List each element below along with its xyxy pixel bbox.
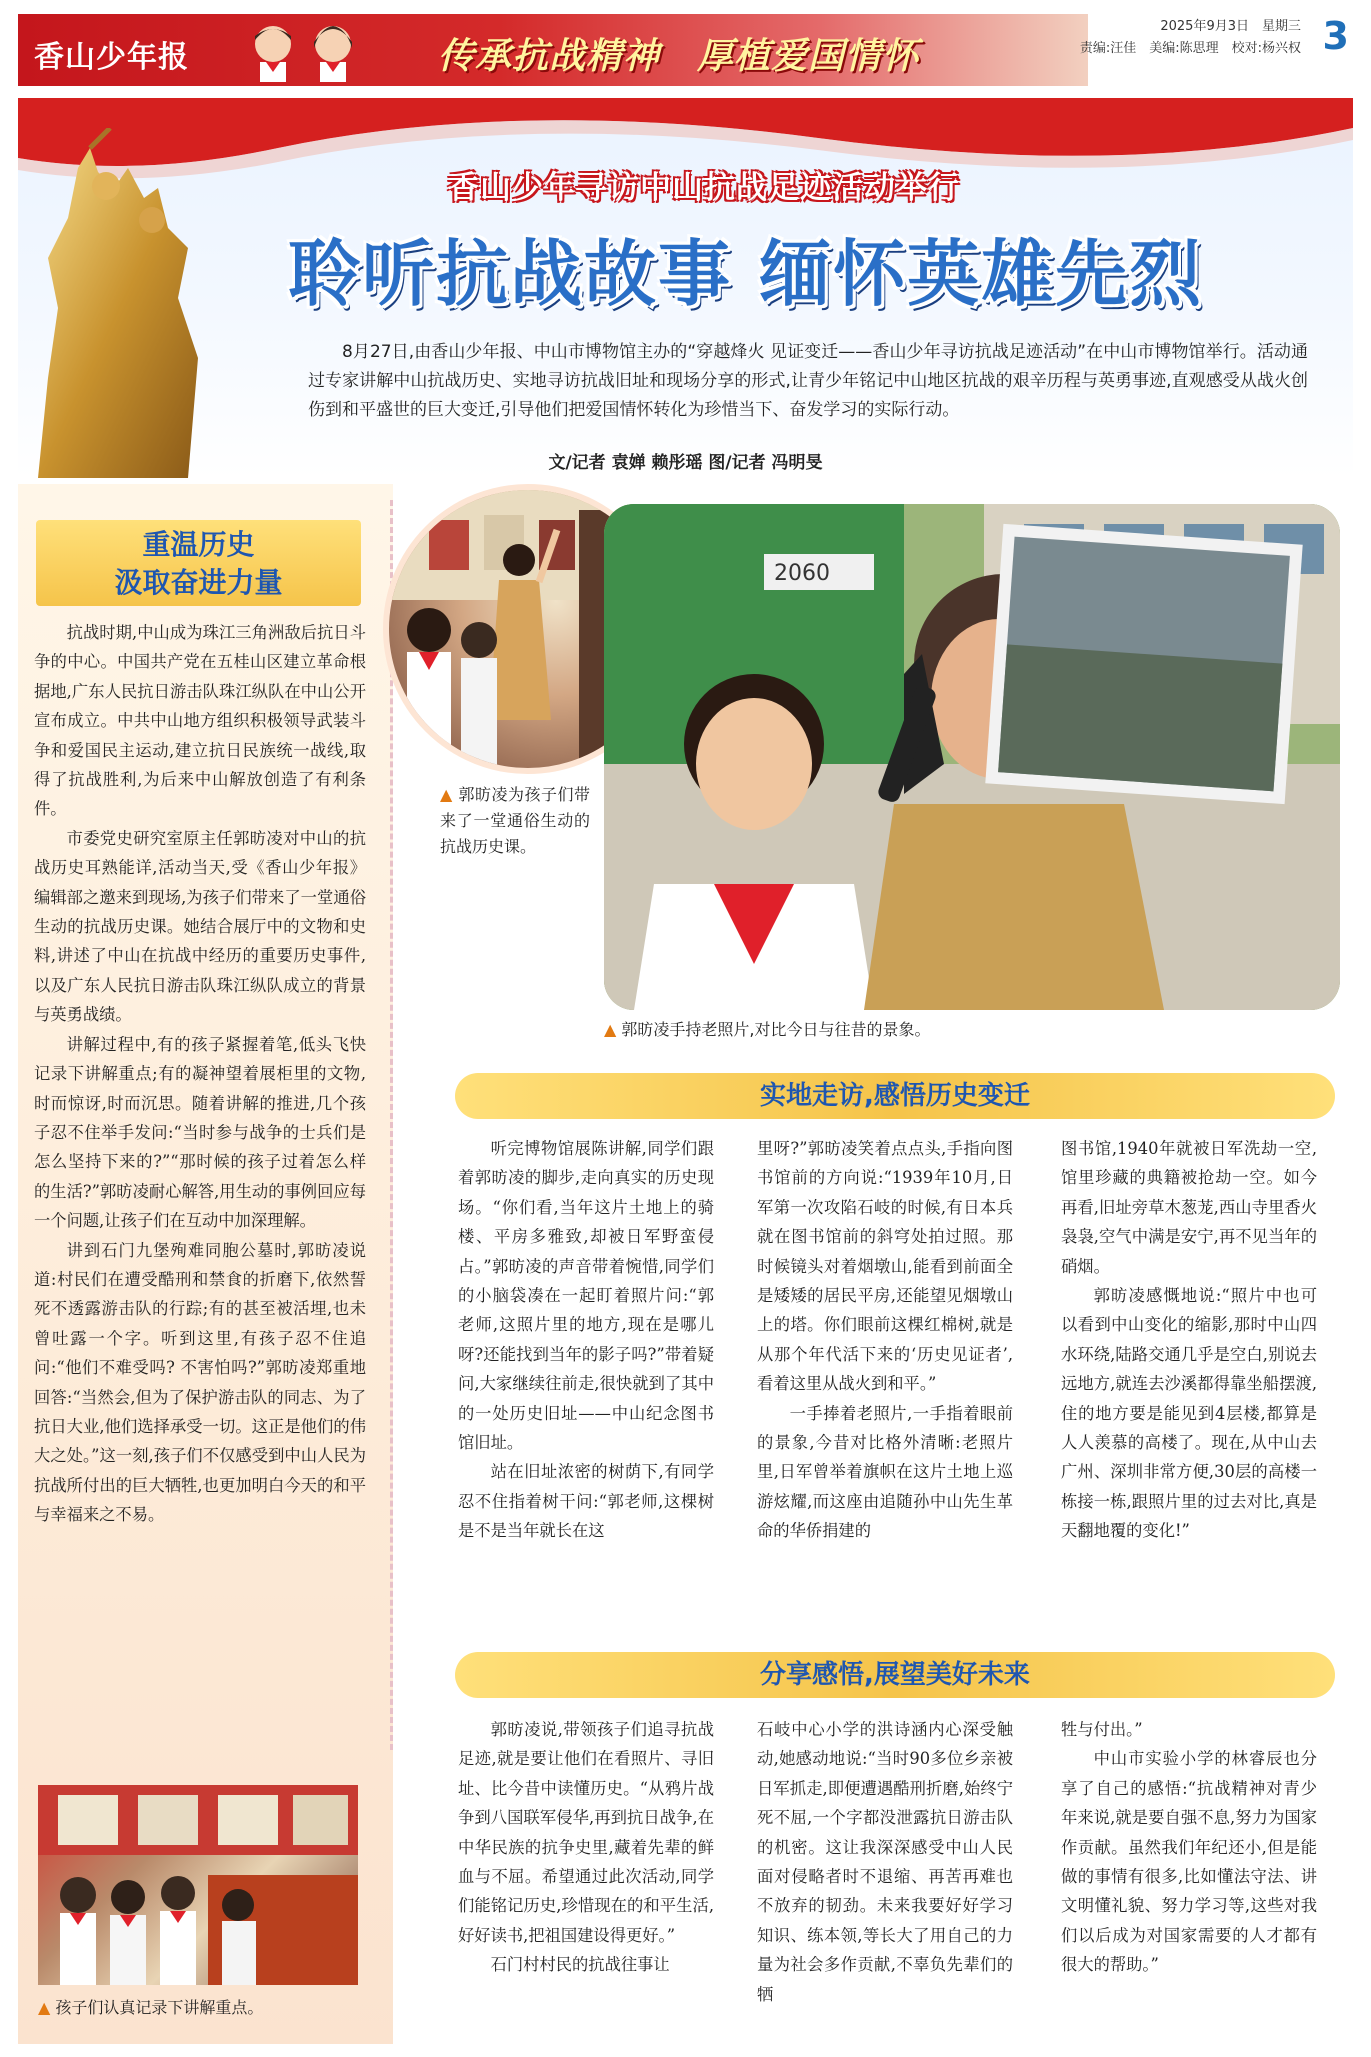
- banner-subtitle: 香山少年寻访中山抗战足迹活动举行: [448, 170, 960, 206]
- section1-title-line1: 重温历史: [142, 528, 255, 561]
- masthead-slogan: 传承抗战精神 厚植爱国情怀: [438, 35, 920, 77]
- bottom-photo-caption: [38, 1995, 368, 2018]
- section3-title: 分享感悟,展望美好未来: [455, 1652, 1335, 1698]
- paragraph: 中山市实验小学的林睿辰也分享了自己的感悟:“抗战精神对青少年来说,就是要自强不息,努力为国家作贡献。虽然我们年纪还小,但是能做的事情有很多,比如懂法守法、讲文明懂礼貌、努力学习等,这些对我们以后成为对国家需要的人才都有很大的帮助。”: [1061, 1749, 1317, 1975]
- paragraph: 讲到石门九堡殉难同胞公墓时,郭昉凌说道:村民们在遭受酷刑和禁食的折磨下,依然誓死不透露游击队的行踪;有的甚至被活埋,也未曾吐露一个字。听到这里,有孩子忍不住追问:“他们不难受吗? 不害怕吗?”郭昉凌郑重地回答:“当然会,但为了保护游击队的同志、为了抗日大业,他们选择承受一切。这正是他们的伟大之处。”这一刻,孩子们不仅感受到中山人民为抗战所付出的巨大牺牲,也更加明白今天的和平与幸福来之不易。: [34, 1240, 366, 1525]
- paragraph: 牲与付出。”: [1061, 1720, 1143, 1739]
- paragraph: 听完博物馆展陈讲解,同学们跟着郭昉凌的脚步,走向真实的历史现场。“你们看,当年这片土地上的骑楼、平房多雅致,却被日军野蛮侵占。”郭昉凌的声音带着惋惜,同学们的小脑袋凑在一起盯着照片问:“郭老师,这照片里的地方,现在是哪儿呀?还能找到当年的影子吗?”带着疑问,大家继续往前走,很快就到了其中的一处历史旧址——中山纪念图书馆旧址。: [458, 1139, 714, 1453]
- paragraph: 石门村村民的抗战往事让: [490, 1955, 670, 1975]
- monument-statue-icon: [18, 128, 238, 478]
- paragraph: 站在旧址浓密的树荫下,有同学忍不住指着树干问:“郭老师,这棵树是不是当年就长在这: [458, 1462, 714, 1541]
- editor-credits: 责编:汪佳 美编:陈思理 校对:杨兴权: [1079, 41, 1301, 56]
- bottom-caption-text: 孩子们认真记录下讲解重点。: [55, 1998, 264, 2017]
- headline-banner: [18, 98, 1353, 478]
- paragraph: 抗战时期,中山成为珠江三角洲敌后抗日斗争的中心。中国共产党在五桂山区建立革命根据地,广东人民抗日游击队珠江纵队在中山公开宣布成立。中共中山地方组织积极领导武装斗争和爱国民主运动,建立抗日民族统一战线,取得了抗战胜利,为后来中山解放创造了有利条件。: [34, 623, 366, 819]
- caption-triangle-icon: ▲: [604, 1020, 617, 1039]
- column-divider: [378, 500, 393, 1750]
- students-notes-photo: [38, 1785, 358, 1985]
- section1-title-line2: 汲取奋进力量: [114, 566, 283, 599]
- section2-title: 实地走访,感悟历史变迁: [455, 1073, 1335, 1119]
- main-photo-caption: [604, 1017, 1340, 1040]
- students-photo-illustration: [38, 1785, 358, 1985]
- paragraph: 市委党史研究室原主任郭昉凌对中山的抗战历史耳熟能详,活动当天,受《香山少年报》编辑部之邀来到现场,为孩子们带来了一堂通俗生动的抗战历史课。她结合展厅中的文物和史料,讲述了中山在抗战中经历的重要历史事件,以及广东人民抗日游击队珠江纵队成立的背景与英勇战绩。: [34, 828, 366, 1025]
- issue-date: 2025年9月3日 星期三: [1160, 19, 1301, 34]
- caption-triangle-icon: ▲: [38, 1998, 51, 2017]
- lead-paragraph: 8月27日,由香山少年报、中山市博物馆主办的“穿越烽火 见证变迁——香山少年寻访抗战足迹活动”在中山市博物馆举行。活动通过专家讲解中山抗战历史、实地寻访抗战旧址和现场分享的形式,让青少年铭记中山地区抗战的艰辛历程与英勇事迹,直观感受从战火创伤到和平盛世的巨大变迁,引导他们把爱国情怀转化为珍惜当下、奋发学习的实际行动。: [308, 342, 1308, 420]
- paragraph: 郭昉凌说,带领孩子们追寻抗战足迹,就是要让他们在看照片、寻旧址、比今昔中读懂历史。“从鸦片战争到八国联军侵华,再到抗日战争,在中华民族的抗争史里,藏着先辈的鲜血与不屈。希望通过此次活动,同学们能铭记历史,珍惜现在的和平生活,好好读书,把祖国建设得更好。”: [458, 1720, 714, 1945]
- circle-caption-text: 郭昉凌为孩子们带来了一堂通俗生动的抗战历史课。: [440, 785, 590, 856]
- section3-column-2: [757, 1715, 1013, 2009]
- section3-column-3: [1061, 1715, 1317, 1980]
- cartoon-kids-illustration: [228, 18, 378, 82]
- circle-photo-caption: [440, 782, 590, 860]
- byline: 文/记者 袁婵 赖彤瑶 图/记者 冯明旻: [548, 453, 823, 473]
- caption-triangle-icon: ▲: [440, 785, 453, 804]
- main-photo-illustration: [604, 504, 1340, 1010]
- section1-title: [36, 520, 361, 606]
- shop-sign-number: 2060: [774, 561, 830, 586]
- masthead: [18, 14, 1088, 86]
- section2-column-1: [458, 1134, 714, 1546]
- main-headline: 聆听抗战故事 缅怀英雄先烈: [288, 232, 1204, 316]
- main-caption-text: 郭昉凌手持老照片,对比今日与往昔的景象。: [621, 1020, 931, 1039]
- paragraph: 图书馆,1940年就被日军洗劫一空,馆里珍藏的典籍被抢劫一空。如今再看,旧址旁草木葱茏,西山寺里香火袅袅,空气中满是安宁,再不见当年的硝烟。: [1061, 1139, 1317, 1276]
- old-photo-comparison-photo: [604, 504, 1340, 1010]
- paragraph: 讲解过程中,有的孩子紧握着笔,低头飞快记录下讲解重点;有的凝神望着展柜里的文物,时而惊讶,时而沉思。随着讲解的推进,几个孩子忍不住举手发问:“当时参与战争的士兵们是怎么坚持下来的?”“那时候的孩子过着怎么样的生活?”郭昉凌耐心解答,用生动的事例回应每一个问题,让孩子们在互动中加深理解。: [34, 1034, 366, 1231]
- section3-column-1: [458, 1715, 714, 1980]
- paragraph: 一手捧着老照片,一手指着眼前的景象,今昔对比格外清晰:老照片里,日军曾举着旗帜在这片土地上巡游炫耀,而这座由追随孙中山先生革命的华侨捐建的: [757, 1403, 1013, 1541]
- section1-body: [34, 618, 366, 1530]
- paragraph: 石岐中心小学的洪诗涵内心深受触动,她感动地说:“当时90多位乡亲被日军抓走,即便遭遇酷刑折磨,始终宁死不屈,一个字都没泄露抗日游击队的机密。这让我深深感受中山人民面对侵略者时不退缩、再苦再难也不放弃的韧劲。未来我要好好学习知识、练本领,等长大了用自己的力量为社会多作贡献,不辜负先辈们的牺: [757, 1720, 1013, 2004]
- paragraph: 里呀?”郭昉凌笑着点点头,手指向图书馆前的方向说:“1939年10月,日军第一次攻陷石岐的时候,有日本兵就在图书馆前的斜穹处拍过照。那时候镜头对着烟墩山,能看到前面全是矮矮的居民平房,还能望见烟墩山上的塔。你们眼前这棵红棉树,就是从那个年代活下来的‘历史见证者’,看着这里从战火到和平。”: [757, 1139, 1013, 1394]
- paragraph: 郭昉凌感慨地说:“照片中也可以看到中山变化的缩影,那时中山四水环绕,陆路交通几乎是空白,别说去远地方,就连去沙溪都得靠坐船摆渡,住的地方要是能见到4层楼,都算是人人羡慕的高楼了。现在,从中山去广州、深圳非常方便,30层的高楼一栋接一栋,跟照片里的过去对比,真是天翻地覆的变化!”: [1061, 1286, 1317, 1541]
- page-number: 3: [1322, 14, 1349, 58]
- section2-column-2: [757, 1134, 1013, 1546]
- newspaper-logo: 香山少年报: [34, 40, 189, 75]
- issue-info: [1080, 16, 1301, 60]
- section2-column-3: [1061, 1134, 1317, 1546]
